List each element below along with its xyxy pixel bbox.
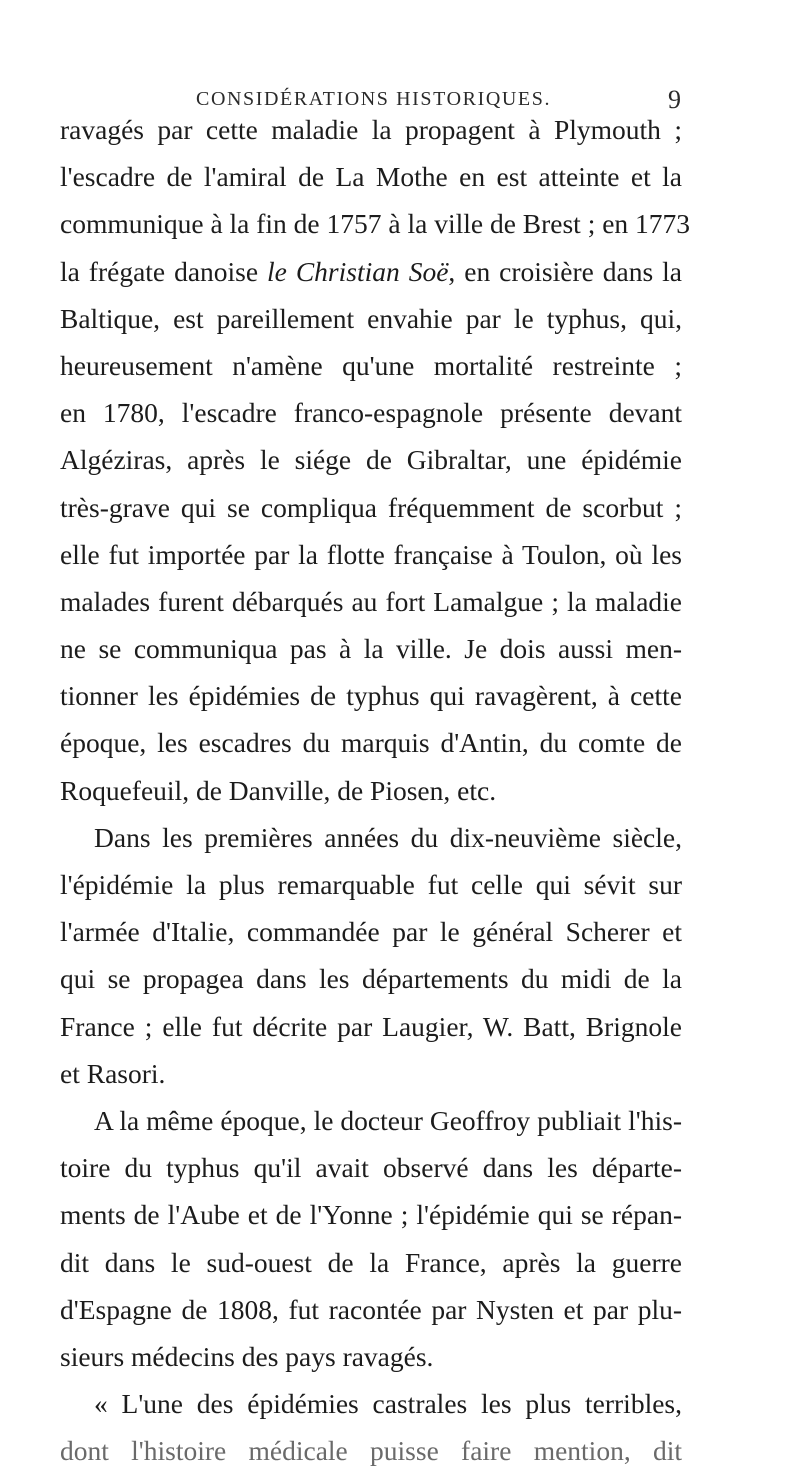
text-line xyxy=(60,200,691,247)
text-line xyxy=(60,153,682,200)
text-segment: dont l'histoire médicale puisse faire mention, dit xyxy=(60,1435,682,1467)
text-line xyxy=(60,1427,682,1474)
text-line xyxy=(60,1239,682,1286)
text-segment: Baltique, est pareillement envahie par le typhus, qui, xyxy=(60,302,682,334)
text-line xyxy=(60,861,682,908)
text-segment: et Rasori. xyxy=(60,1057,166,1089)
text-segment: en 1780, l'escadre franco-espagnole présente devant xyxy=(60,397,682,429)
text-line xyxy=(60,1286,682,1333)
text-segment: Algéziras, après le siége de Gibraltar, une épidémie xyxy=(60,444,682,476)
text-line xyxy=(60,1380,682,1427)
text-segment: époque, les escadres du marquis d'Antin, du comte de xyxy=(60,727,682,759)
text-segment: A la même époque, le docteur Geoffroy publiait l'his- xyxy=(94,1104,682,1136)
text-segment: très-grave qui se compliqua fréquemment de scorbut ; xyxy=(60,491,682,523)
paragraph xyxy=(60,1380,682,1474)
text-line xyxy=(60,484,682,531)
text-line xyxy=(60,389,682,436)
italic-text: le Christian Soë xyxy=(267,255,449,287)
text-segment: d'Espagne de 1808, fut racontée par Nysten et par plu- xyxy=(60,1293,682,1325)
text-line xyxy=(60,578,682,625)
text-line xyxy=(60,436,682,483)
text-segment: heureusement n'amène qu'une mortalité restreinte ; xyxy=(60,349,682,381)
text-segment: Dans les premières années du dix-neuvième siècle, xyxy=(94,821,682,853)
text-line xyxy=(60,248,682,295)
text-segment: Roquefeuil, de Danville, de Piosen, etc. xyxy=(60,774,497,806)
text-line xyxy=(60,106,682,153)
text-segment: l'épidémie la plus remarquable fut celle qui sévit sur xyxy=(60,869,682,900)
text-segment: ravagés par cette maladie la propagent à Plymouth ; xyxy=(60,114,682,145)
paragraph xyxy=(60,106,691,814)
text-line xyxy=(60,1003,682,1050)
text-line xyxy=(60,1333,682,1380)
text-body xyxy=(60,106,691,1474)
paragraph xyxy=(60,814,682,1097)
text-segment: communique à la fin de 1757 à la ville de Brest ; en 1773 xyxy=(60,208,691,240)
text-line xyxy=(60,295,682,342)
text-segment: qui se propagea dans les départements du midi de la xyxy=(60,963,682,995)
page-number: 9 xyxy=(668,85,681,114)
text-line xyxy=(60,531,682,578)
text-line xyxy=(60,1144,682,1191)
text-segment: l'armée d'Italie, commandée par le général Scherer et xyxy=(60,916,682,948)
paragraph xyxy=(60,1097,682,1380)
text-segment: malades furent débarqués au fort Lamalgue ; la maladie xyxy=(60,585,682,617)
text-line xyxy=(60,908,682,955)
text-segment: ne se communiqua pas à la ville. Je dois aussi men- xyxy=(60,633,682,665)
text-line xyxy=(60,767,682,814)
text-segment: ments de l'Aube et de l'Yonne ; l'épidémie qui se répan- xyxy=(60,1199,682,1231)
text-segment: elle fut importée par la flotte française à Toulon, où les xyxy=(60,538,682,570)
text-segment: , en croisière dans la xyxy=(448,255,682,287)
text-line xyxy=(60,814,682,861)
text-segment: « L'une des épidémies castrales les plus terribles, xyxy=(94,1388,682,1420)
text-segment: tionner les épidémies de typhus qui ravagèrent, à cette xyxy=(60,680,682,712)
text-line xyxy=(60,625,682,672)
text-segment: l'escadre de l'amiral de La Mothe en est atteinte et la xyxy=(60,161,682,193)
text-line xyxy=(60,1050,682,1097)
text-segment: la frégate danoise xyxy=(60,255,268,287)
text-line xyxy=(60,342,682,389)
running-title: CONSIDÉRATIONS HISTORIQUES. xyxy=(196,88,552,110)
text-segment: dit dans le sud-ouest de la France, après la guerre xyxy=(60,1246,682,1278)
text-line xyxy=(60,719,682,766)
text-line xyxy=(60,672,682,719)
text-line xyxy=(60,1191,682,1238)
text-line xyxy=(60,955,682,1002)
text-segment: toire du typhus qu'il avait observé dans les départe- xyxy=(60,1152,682,1184)
text-line xyxy=(60,1097,682,1144)
text-segment: France ; elle fut décrite par Laugier, W. Batt, Brignole xyxy=(60,1010,682,1042)
text-segment: sieurs médecins des pays ravagés. xyxy=(60,1340,434,1372)
